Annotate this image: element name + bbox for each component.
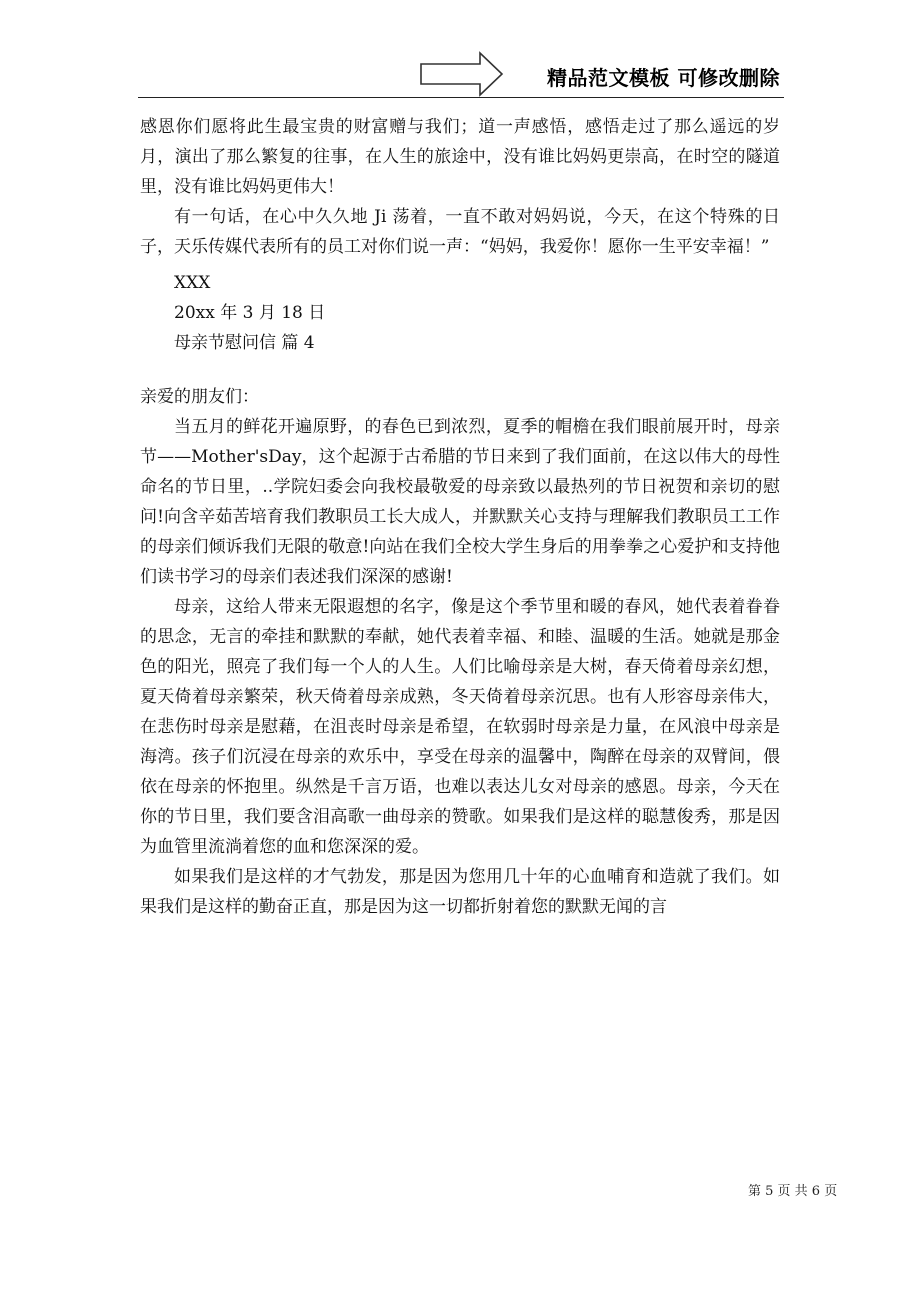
paragraph-3: 当五月的鲜花开遍原野，的春色已到浓烈，夏季的帽檐在我们眼前展开时，母亲节——Mother'sDay，这个起源于古希腊的节日来到了我们面前，在这以伟大的母性命名的节日里，..学院妇委会向我校最敬爱的母亲致以最热列的节日祝贺和亲切的慰问!向含辛茹苦培育我们教职员工长大成人，并默默关心支持与理解我们教职员工工作的母亲们倾诉我们无限的敬意!向站在我们全校大学生身后的用拳拳之心爱护和支持他们读书学习的母亲们表述我们深深的感谢! [140, 417, 780, 587]
page-header [138, 48, 784, 98]
salutation: 亲爱的朋友们： [140, 387, 259, 407]
spacer [140, 358, 780, 382]
header-title: 精品范文模板 可修改删除 [547, 66, 780, 90]
page-number: 第 5 页 共 6 页 [748, 1184, 838, 1199]
right-arrow-icon [420, 51, 504, 97]
paragraph-2: 有一句话，在心中久久地 Ji 荡着，一直不敢对妈妈说，今天，在这个特殊的日子，天乐传媒代表所有的员工对你们说一声：“妈妈，我爱你！愿你一生平安幸福！” [140, 207, 780, 257]
section-title: 母亲节慰问信 篇 4 [174, 333, 315, 353]
header-rule [138, 97, 784, 98]
paragraph-1: 感恩你们愿将此生最宝贵的财富赠与我们；道一声感悟，感悟走过了那么遥远的岁月，演出了那么繁复的往事，在人生的旅途中，没有谁比妈妈更崇高，在时空的隧道里，没有谁比妈妈更伟大！ [140, 117, 780, 197]
paragraph-4: 母亲，这给人带来无限遐想的名字，像是这个季节里和暖的春风，她代表着眷眷的思念，无言的牵挂和默默的奉献，她代表着幸福、和睦、温暖的生活。她就是那金色的阳光，照亮了我们每一个人的人生。人们比喻母亲是大树，春天倚着母亲幻想，夏天倚着母亲繁荣，秋天倚着母亲成熟，冬天倚着母亲沉思。也有人形容母亲伟大，在悲伤时母亲是慰藉，在沮丧时母亲是希望，在软弱时母亲是力量，在风浪中母亲是海湾。孩子们沉浸在母亲的欢乐中，享受在母亲的温馨中，陶醉在母亲的双臂间，偎依在母亲的怀抱里。纵然是千言万语，也难以表达儿女对母亲的感恩。母亲，今天在你的节日里，我们要含泪高歌一曲母亲的赞歌。如果我们是这样的聪慧俊秀，那是因为血管里流淌着您的血和您深深的爱。 [140, 597, 780, 857]
document-body [140, 112, 780, 922]
signature: XXX [174, 273, 211, 293]
paragraph-5: 如果我们是这样的才气勃发，那是因为您用几十年的心血哺育和造就了我们。如果我们是这样的勤奋正直，那是因为这一切都折射着您的默默无闻的言 [140, 867, 780, 917]
date-line: 20xx 年 3 月 18 日 [174, 303, 326, 323]
